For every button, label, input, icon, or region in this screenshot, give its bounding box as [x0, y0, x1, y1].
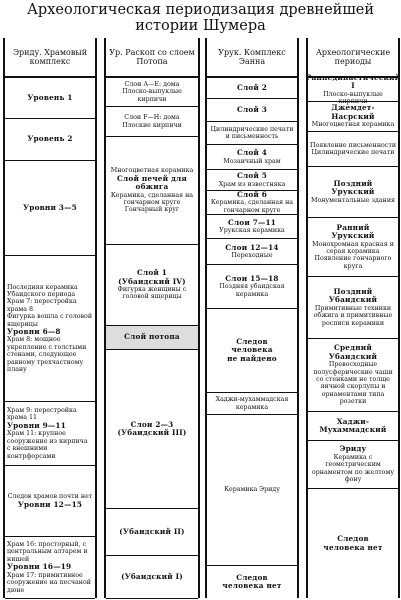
cell-text: Фигурка вошла с головой ящерицы — [7, 313, 93, 328]
period-cell — [207, 121, 297, 144]
cell-text: Превосходные полусферические чаши со стенками не толще яичной скорлупы и орнаментами типа розетки — [313, 361, 393, 406]
period-cell — [106, 136, 198, 244]
cell-text: Последняя керамика Убаидского периода — [7, 283, 78, 298]
cell-text: Переходные — [231, 252, 273, 259]
period-cell — [5, 401, 95, 465]
cell-text: Храм 11: крупное сооружение из кирпича с внешними контрфорсами — [7, 430, 88, 460]
cell-text: Слои А—Е: дома — [124, 80, 180, 88]
period-cell — [106, 349, 198, 508]
cell-text: Появление письменности — [310, 141, 397, 149]
period-cell — [5, 465, 95, 536]
period-cell — [308, 488, 398, 598]
column-3 — [205, 38, 299, 598]
cell-text: Многоцветная керамика — [311, 121, 395, 129]
cell-text: Цилиндрические печати и письменность — [210, 125, 294, 140]
cell-heading: Джемдет-Насрский — [331, 103, 375, 121]
period-cell — [106, 244, 198, 325]
cell-heading: Слой 2 — [236, 82, 268, 92]
cell-heading: Слой 3 — [236, 104, 268, 114]
cell-text: Цилиндрические печати — [311, 149, 395, 156]
cell-heading: Средний — [334, 343, 372, 353]
column-4 — [306, 38, 400, 598]
cell-heading: Слои 12—14 — [225, 242, 279, 252]
period-cell — [106, 325, 198, 349]
period-cell — [207, 214, 297, 238]
cell-text: Храм 16: просторный, с центральным алтарем и нишей — [7, 541, 88, 563]
cell-heading: Слои 15—18 — [225, 273, 279, 283]
cell-heading: (Убаидский II) — [119, 526, 185, 536]
cell-text: Монументальные здания — [311, 196, 395, 204]
title-line-1: Археологическая периодизация древнейшей — [26, 2, 375, 18]
cell-heading: Слой 5 — [236, 171, 268, 181]
cell-heading: Убаидский — [328, 295, 378, 305]
cell-text: Фигурка женщины с головой ящерицы — [117, 286, 187, 301]
period-cell — [5, 598, 95, 599]
cell-heading: Слой 1 — [136, 268, 168, 278]
cell-text: Храм 17: примитивное сооружение на песчаной дюне — [7, 571, 91, 594]
cell-heading: Урукский — [331, 231, 375, 241]
cell-heading: Урукский — [331, 187, 375, 197]
cell-heading: человека — [231, 345, 273, 355]
cell-heading: не найдено — [227, 353, 277, 363]
cell-text: Гончарный круг — [124, 206, 180, 214]
cell-heading: человека нет — [222, 581, 282, 590]
period-cell — [5, 76, 95, 118]
cell-text: Многоцветная керамика — [110, 167, 194, 175]
cell-heading: Уровни 12—15 — [17, 499, 83, 509]
cell-heading: Поздний — [333, 178, 373, 188]
cell-text: Керамика Эриду — [224, 486, 280, 494]
period-cell — [308, 101, 398, 131]
cell-text: Урукская керамика — [219, 227, 285, 234]
cell-heading — [34, 598, 66, 599]
period-cell — [5, 118, 95, 160]
column-header: Археологические периоды — [315, 47, 391, 66]
cell-heading: Слои 2—3 — [130, 419, 174, 429]
period-cell — [308, 217, 398, 276]
cell-heading: Уровни 6—8 — [7, 327, 61, 336]
cell-heading: Слой 6 — [236, 189, 268, 199]
cell-heading: Раннединастический I — [305, 72, 401, 91]
cell-text: Плоско-выпуклые кирпичи — [323, 90, 383, 105]
period-cell — [207, 76, 297, 98]
cell-text: Храм 8: мощное укрепление с толстыми стенами, следующее равному трехчастному плану — [7, 336, 87, 374]
cell-heading: Следов — [236, 572, 268, 582]
period-cell — [308, 166, 398, 217]
page-title — [0, 2, 401, 34]
cell-text: Керамика, сделанная на гончарном круге — [110, 191, 194, 206]
period-cell — [207, 264, 297, 308]
cell-heading: Уровни 3—5 — [23, 202, 77, 212]
period-cell — [207, 565, 297, 598]
cell-text: Примитивные техники обжига и примитивные росписи керамики — [313, 304, 393, 327]
cell-heading: (Убаидский III) — [117, 428, 187, 437]
period-cell — [106, 106, 198, 136]
cell-text: Хаджи-мухаммадская керамика — [215, 396, 289, 411]
period-cell — [5, 255, 95, 401]
cell-heading: Эриду — [339, 444, 367, 454]
cell-heading: Слой потопа — [124, 332, 180, 342]
period-cell — [308, 338, 398, 411]
period-cell — [207, 190, 297, 214]
cell-heading: (Убаидский IV) — [118, 276, 186, 286]
cell-text: Храм из известняка — [218, 180, 286, 188]
period-cell — [308, 440, 398, 488]
cell-text: Керамика с геометрическим орнаментом по желтому фону — [311, 453, 395, 484]
column-header: Ур. Раскоп со слоем Потопа — [109, 47, 195, 66]
column-header: Эриду. Храмовый комплекс — [12, 47, 88, 66]
cell-text: Появление гончарного круга — [314, 255, 392, 270]
cell-text: Храм 9: перестройка храма 11 — [7, 407, 77, 422]
period-cell — [308, 276, 398, 338]
cell-heading: Слой печей для обжига — [117, 173, 187, 192]
cell-text: Поздняя убаидская керамика — [219, 283, 285, 298]
cell-heading: Уровни 16—19 — [7, 562, 72, 572]
period-cell — [207, 414, 297, 565]
cell-heading: Мухаммадский — [319, 425, 387, 434]
cell-heading: Уровни 9—11 — [7, 420, 66, 430]
column-2 — [104, 38, 200, 598]
period-cell — [305, 72, 401, 105]
cell-text: Следов храмов почти нет — [7, 493, 93, 501]
period-cell — [207, 238, 297, 264]
period-cell — [106, 76, 198, 106]
cell-heading: Убаидский — [328, 351, 378, 361]
period-cell — [106, 508, 198, 555]
cell-text: Храм 7: перестройка храма 8 — [7, 298, 77, 313]
period-cell — [207, 392, 297, 414]
cell-heading: Уровень 2 — [27, 134, 73, 144]
cell-text: Плоские кирпичи — [122, 121, 182, 129]
period-cell — [5, 536, 95, 598]
cell-heading: Хаджи- — [336, 416, 370, 426]
cell-text: Слои F—H: дома — [124, 114, 180, 122]
period-cell — [106, 555, 198, 598]
cell-heading: Слои 7—11 — [227, 217, 277, 227]
column-header: Урук. Комплекс Эанна — [218, 47, 286, 66]
cell-text: Плоско-выпуклые кирпичи — [122, 88, 182, 103]
cell-heading: Следов — [236, 336, 268, 346]
period-cell — [207, 308, 297, 392]
cell-text: Мозаичный храм — [223, 157, 281, 165]
cell-heading: Слой 4 — [236, 148, 268, 158]
column-1 — [3, 38, 97, 598]
period-cell — [207, 144, 297, 169]
cell-heading: Ранний — [336, 222, 370, 232]
cell-heading: Поздний — [333, 286, 373, 296]
cell-heading — [136, 598, 168, 599]
period-cell — [207, 98, 297, 121]
cell-heading: Следов — [337, 534, 369, 544]
period-cell — [5, 160, 95, 255]
period-cell — [308, 131, 398, 166]
title-line-2: истории Шумера — [135, 18, 266, 34]
cell-heading: (Убаидский I) — [121, 571, 183, 581]
period-cell — [106, 598, 198, 599]
cell-heading: Уровень 1 — [27, 92, 73, 102]
period-cell — [308, 411, 398, 440]
period-cell — [207, 169, 297, 190]
cell-text: Керамика, сделанная на гончарном круге — [210, 199, 294, 214]
cell-text: Монохромная красная и серая керамика — [312, 240, 394, 255]
cell-heading: человека нет — [323, 542, 383, 552]
